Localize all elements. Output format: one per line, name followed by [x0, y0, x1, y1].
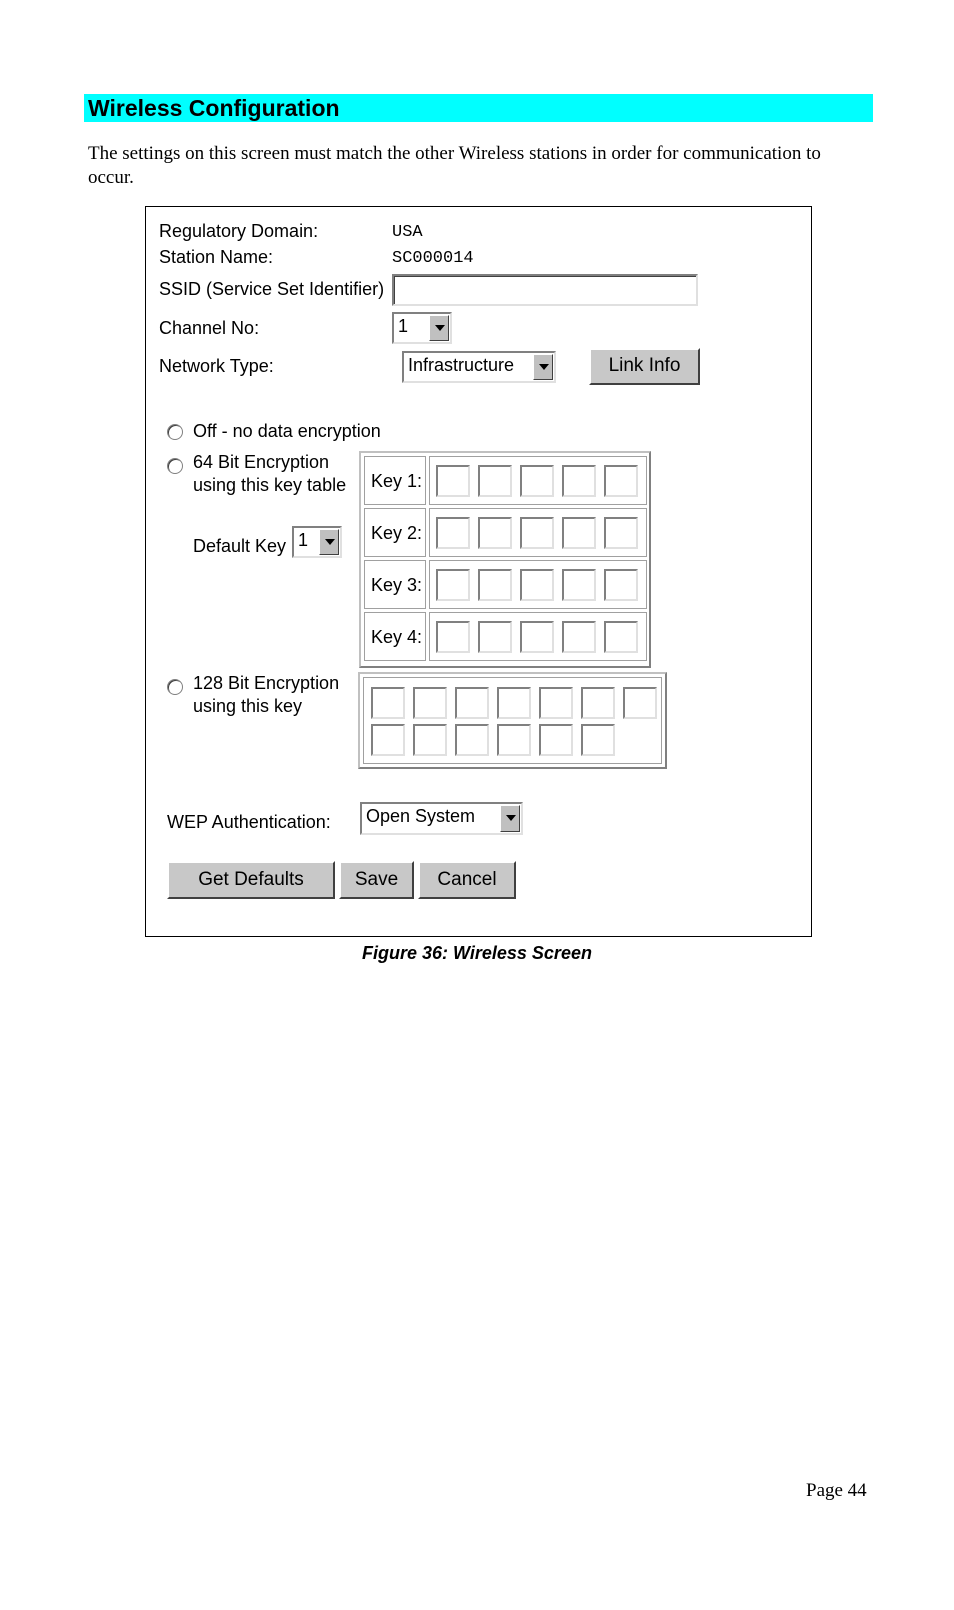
- key-3-label: Key 3:: [371, 575, 423, 595]
- chevron-down-icon[interactable]: [319, 529, 339, 555]
- key-2-byte-input[interactable]: [520, 517, 554, 549]
- key-4-byte-input[interactable]: [478, 621, 512, 653]
- key-1-byte-input[interactable]: [436, 465, 470, 497]
- station-name-label: Station Name:: [159, 247, 274, 267]
- key-4-byte-input[interactable]: [520, 621, 554, 653]
- wep-auth-select[interactable]: [360, 802, 523, 835]
- encryption-128bit-label-line2: using this key: [193, 696, 303, 716]
- key-3-byte-input[interactable]: [520, 569, 554, 601]
- save-button[interactable]: Save: [339, 861, 414, 899]
- chevron-down-icon[interactable]: [429, 315, 449, 341]
- encryption-off-label: Off - no data encryption: [193, 421, 381, 441]
- key-4-row: [429, 612, 647, 661]
- regulatory-domain-label: Regulatory Domain:: [159, 221, 319, 241]
- key-table-128bit: [358, 672, 667, 769]
- key-label-cell: [364, 560, 426, 609]
- key-128bit-byte-input[interactable]: [539, 724, 573, 756]
- station-name-value: SC000014: [392, 249, 474, 268]
- chevron-down-icon[interactable]: [500, 805, 520, 832]
- wireless-screen: [145, 206, 812, 937]
- figure-caption: Figure 36: Wireless Screen: [362, 943, 592, 963]
- wep-auth-select-value: Open System: [366, 806, 476, 826]
- key-2-byte-input[interactable]: [604, 517, 638, 549]
- encryption-64bit-label-line1: 64 Bit Encryption: [193, 452, 330, 472]
- ssid-input[interactable]: [392, 274, 698, 306]
- encryption-off-radio[interactable]: [167, 424, 183, 440]
- key-3-byte-input[interactable]: [478, 569, 512, 601]
- ssid-label: SSID (Service Set Identifier): [159, 279, 385, 299]
- key-128bit-byte-input[interactable]: [413, 687, 447, 719]
- key-3-byte-input[interactable]: [436, 569, 470, 601]
- key-3-row: [429, 560, 647, 609]
- key-128bit-byte-input[interactable]: [371, 724, 405, 756]
- intro-paragraph: The settings on this screen must match the other Wireless stations in order for communication to occur.: [88, 143, 821, 188]
- key-1-byte-input[interactable]: [478, 465, 512, 497]
- wep-auth-label: WEP Authentication:: [167, 812, 331, 832]
- encryption-128bit-radio[interactable]: [167, 679, 183, 695]
- key-4-byte-input[interactable]: [436, 621, 470, 653]
- key-table-64bit: [359, 451, 651, 668]
- network-type-select-value: Infrastructure: [408, 355, 515, 375]
- key-2-label: Key 2:: [371, 523, 423, 543]
- key-4-byte-input[interactable]: [562, 621, 596, 653]
- key-128bit-byte-input[interactable]: [497, 687, 531, 719]
- section-heading: [84, 94, 873, 122]
- channel-select[interactable]: [392, 312, 452, 344]
- page-number: Page 44: [806, 1480, 867, 1501]
- section-heading-text: Wireless Configuration: [88, 95, 340, 121]
- key-2-byte-input[interactable]: [436, 517, 470, 549]
- key-2-row: [429, 508, 647, 557]
- key-2-byte-input[interactable]: [478, 517, 512, 549]
- key-128bit-byte-input[interactable]: [455, 687, 489, 719]
- encryption-64bit-radio[interactable]: [167, 458, 183, 474]
- key-128bit-byte-input[interactable]: [371, 687, 405, 719]
- default-key-select-value: 1: [298, 530, 309, 550]
- key-label-cell: [364, 508, 426, 557]
- key-128bit-cell: [363, 677, 662, 764]
- key-label-cell: [364, 612, 426, 661]
- key-1-label: Key 1:: [371, 471, 423, 491]
- default-key-select[interactable]: [292, 526, 342, 558]
- regulatory-domain-value: USA: [392, 223, 423, 242]
- key-4-byte-input[interactable]: [604, 621, 638, 653]
- key-label-cell: [364, 456, 426, 505]
- key-128bit-byte-input[interactable]: [581, 687, 615, 719]
- key-128bit-byte-input[interactable]: [539, 687, 573, 719]
- key-128bit-byte-input[interactable]: [497, 724, 531, 756]
- chevron-down-icon[interactable]: [533, 354, 553, 380]
- default-key-label: Default Key: [193, 536, 287, 556]
- key-3-byte-input[interactable]: [562, 569, 596, 601]
- channel-select-value: 1: [398, 316, 409, 336]
- key-1-byte-input[interactable]: [520, 465, 554, 497]
- key-1-byte-input[interactable]: [604, 465, 638, 497]
- key-128bit-byte-input[interactable]: [623, 687, 657, 719]
- channel-label: Channel No:: [159, 318, 260, 338]
- encryption-128bit-label-line1: 128 Bit Encryption: [193, 673, 340, 693]
- key-128bit-byte-input[interactable]: [413, 724, 447, 756]
- key-128bit-byte-input[interactable]: [581, 724, 615, 756]
- cancel-button[interactable]: Cancel: [418, 861, 516, 899]
- key-4-label: Key 4:: [371, 627, 423, 647]
- key-1-row: [429, 456, 647, 505]
- key-128bit-byte-input[interactable]: [455, 724, 489, 756]
- network-type-label: Network Type:: [159, 356, 274, 376]
- key-2-byte-input[interactable]: [562, 517, 596, 549]
- link-info-button[interactable]: Link Info: [589, 348, 700, 385]
- encryption-64bit-label-line2: using this key table: [193, 475, 347, 495]
- network-type-select[interactable]: [402, 351, 556, 383]
- key-1-byte-input[interactable]: [562, 465, 596, 497]
- key-3-byte-input[interactable]: [604, 569, 638, 601]
- get-defaults-button[interactable]: Get Defaults: [167, 861, 335, 899]
